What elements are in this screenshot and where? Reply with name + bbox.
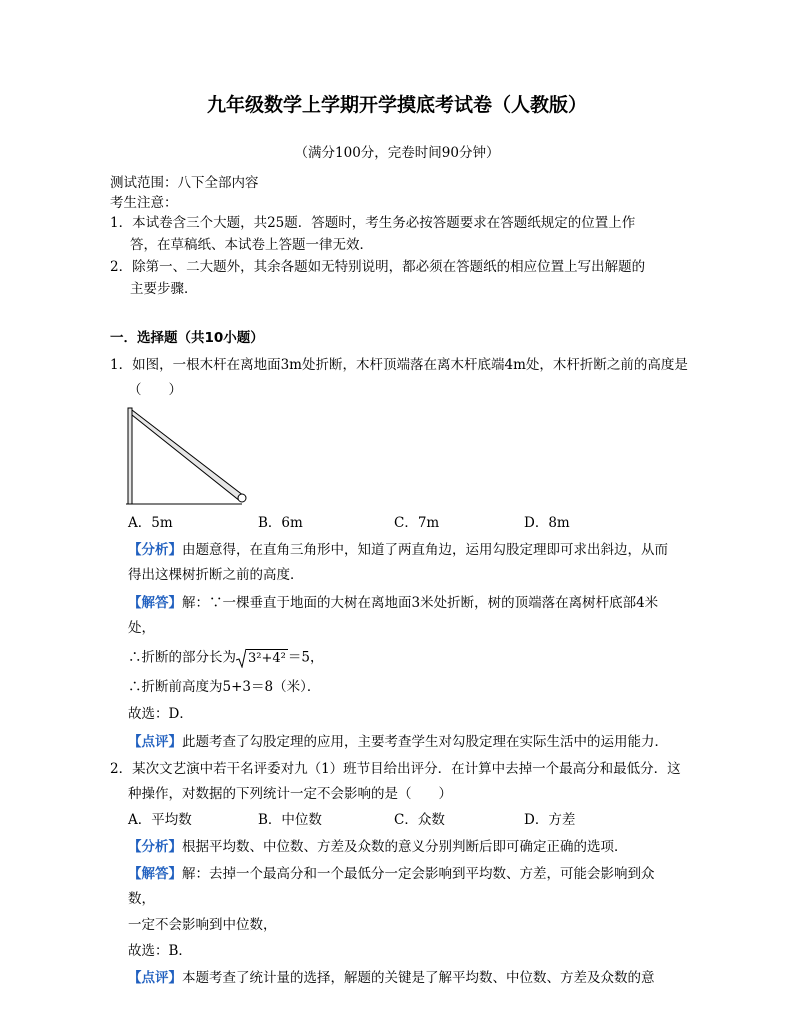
q2-analysis-text: 根据平均数、中位数、方差及众数的意义分别判断后即可确定正确的选项．: [182, 839, 628, 855]
q1-option-c[interactable]: C．7m: [394, 515, 440, 531]
q1-analysis-text: 由题意得，在直角三角形中，知道了两直角边，运用勾股定理即可求出斜边，从而: [182, 542, 668, 558]
q1-solution-line-2: 处，: [128, 620, 155, 636]
q2-analysis-line-1: [128, 838, 628, 856]
analysis-tag: 【分析】: [128, 542, 182, 558]
page-subtitle: （满分100分，完卷时间90分钟）: [294, 145, 500, 161]
q1-solution-line-3: [128, 648, 323, 668]
pole-tip: [238, 494, 246, 502]
q2-solution-line-3: 一定不会影响到中位数，: [128, 917, 277, 933]
q1-solution-line-5: 故选：D．: [128, 706, 193, 722]
sqrt-result: ＝5，: [287, 649, 324, 666]
q2-solution-line-2: 数，: [128, 891, 155, 907]
q2-comment-text: 本题考查了统计量的选择，解题的关键是了解平均数、中位数、方差及众数的意: [182, 970, 655, 986]
q1-stem-line-1: 1．如图，一根木杆在离地面3m处折断，木杆顶端落在离木杆底端4m处，木杆折断之前的高度是: [110, 357, 688, 373]
notice-item-1-line-2: 答，在草稿纸、本试卷上答题一律无效．: [130, 237, 373, 253]
q2-stem-line-2: 种操作，对数据的下列统计一定不会影响的是（ ）: [128, 786, 452, 802]
pole-standing-part: [128, 408, 132, 504]
q1-option-a[interactable]: A．5m: [128, 515, 173, 531]
radicand: 3²+4²: [248, 650, 286, 666]
solution-tag: 【解答】: [128, 595, 182, 611]
radical-sign-icon: [236, 648, 246, 668]
comment-tag: 【点评】: [128, 970, 182, 986]
notice-heading: 考生注意：: [110, 195, 178, 211]
q2-solution-line-4: 故选：B．: [128, 943, 192, 959]
q1-comment-line-1: [128, 733, 668, 751]
q1-solution-text: 解：∵一棵垂直于地面的大树在离地面3米处折断，树的顶端落在离树杆底部4米: [182, 595, 659, 611]
q2-option-b[interactable]: B．中位数: [258, 812, 322, 828]
q1-option-b[interactable]: B．6m: [258, 515, 303, 531]
q1-option-d[interactable]: D．8m: [524, 515, 570, 531]
q1-analysis-line-1: [128, 541, 668, 559]
solution-tag: 【解答】: [128, 866, 182, 882]
q1-solution-line-1: [128, 594, 658, 612]
analysis-tag: 【分析】: [128, 839, 182, 855]
q2-comment-line-1: [128, 969, 655, 987]
q2-option-c[interactable]: C．众数: [394, 812, 445, 828]
q2-stem-line-1: 2．某次文艺演中若干名评委对九（1）班节目给出评分．在计算中去掉一个最高分和最低分．这: [110, 761, 681, 777]
q1-stem-line-2: （ ）: [128, 382, 182, 398]
q1-analysis-line-2: 得出这棵树折断之前的高度．: [128, 567, 304, 583]
q2-solution-text: 解：去掉一个最高分和一个最低分一定会影响到平均数、方差，可能会影响到众: [182, 866, 655, 882]
section-heading: 一．选择题（共10小题）: [110, 330, 264, 346]
q1-solution-line-4: ∴折断前高度为5+3＝8（米）．: [128, 679, 321, 695]
broken-pole-figure: [124, 404, 254, 508]
q1-comment-text: 此题考查了勾股定理的应用，主要考查学生对勾股定理在实际生活中的运用能力．: [182, 734, 668, 750]
square-root-expression: [236, 648, 288, 668]
notice-item-2-line-2: 主要步骤．: [130, 281, 198, 297]
q2-option-a[interactable]: A．平均数: [128, 812, 192, 828]
notice-item-1-line-1: 1．本试卷含三个大题，共25题．答题时，考生务必按答题要求在答题纸规定的位置上作: [110, 215, 636, 231]
q2-option-d[interactable]: D．方差: [524, 812, 576, 828]
notice-item-2-line-1: 2．除第一、二大题外，其余各题如无特别说明，都必须在答题纸的相应位置上写出解题的: [110, 259, 646, 275]
q2-solution-line-1: [128, 865, 655, 883]
sqrt-prefix: ∴折断的部分长为: [128, 649, 236, 666]
page-title: 九年级数学上学期开学摸底考试卷（人教版）: [206, 94, 587, 116]
pole-broken-part: [132, 410, 244, 501]
comment-tag: 【点评】: [128, 734, 182, 750]
test-scope: 测试范围：八下全部内容: [110, 175, 259, 191]
